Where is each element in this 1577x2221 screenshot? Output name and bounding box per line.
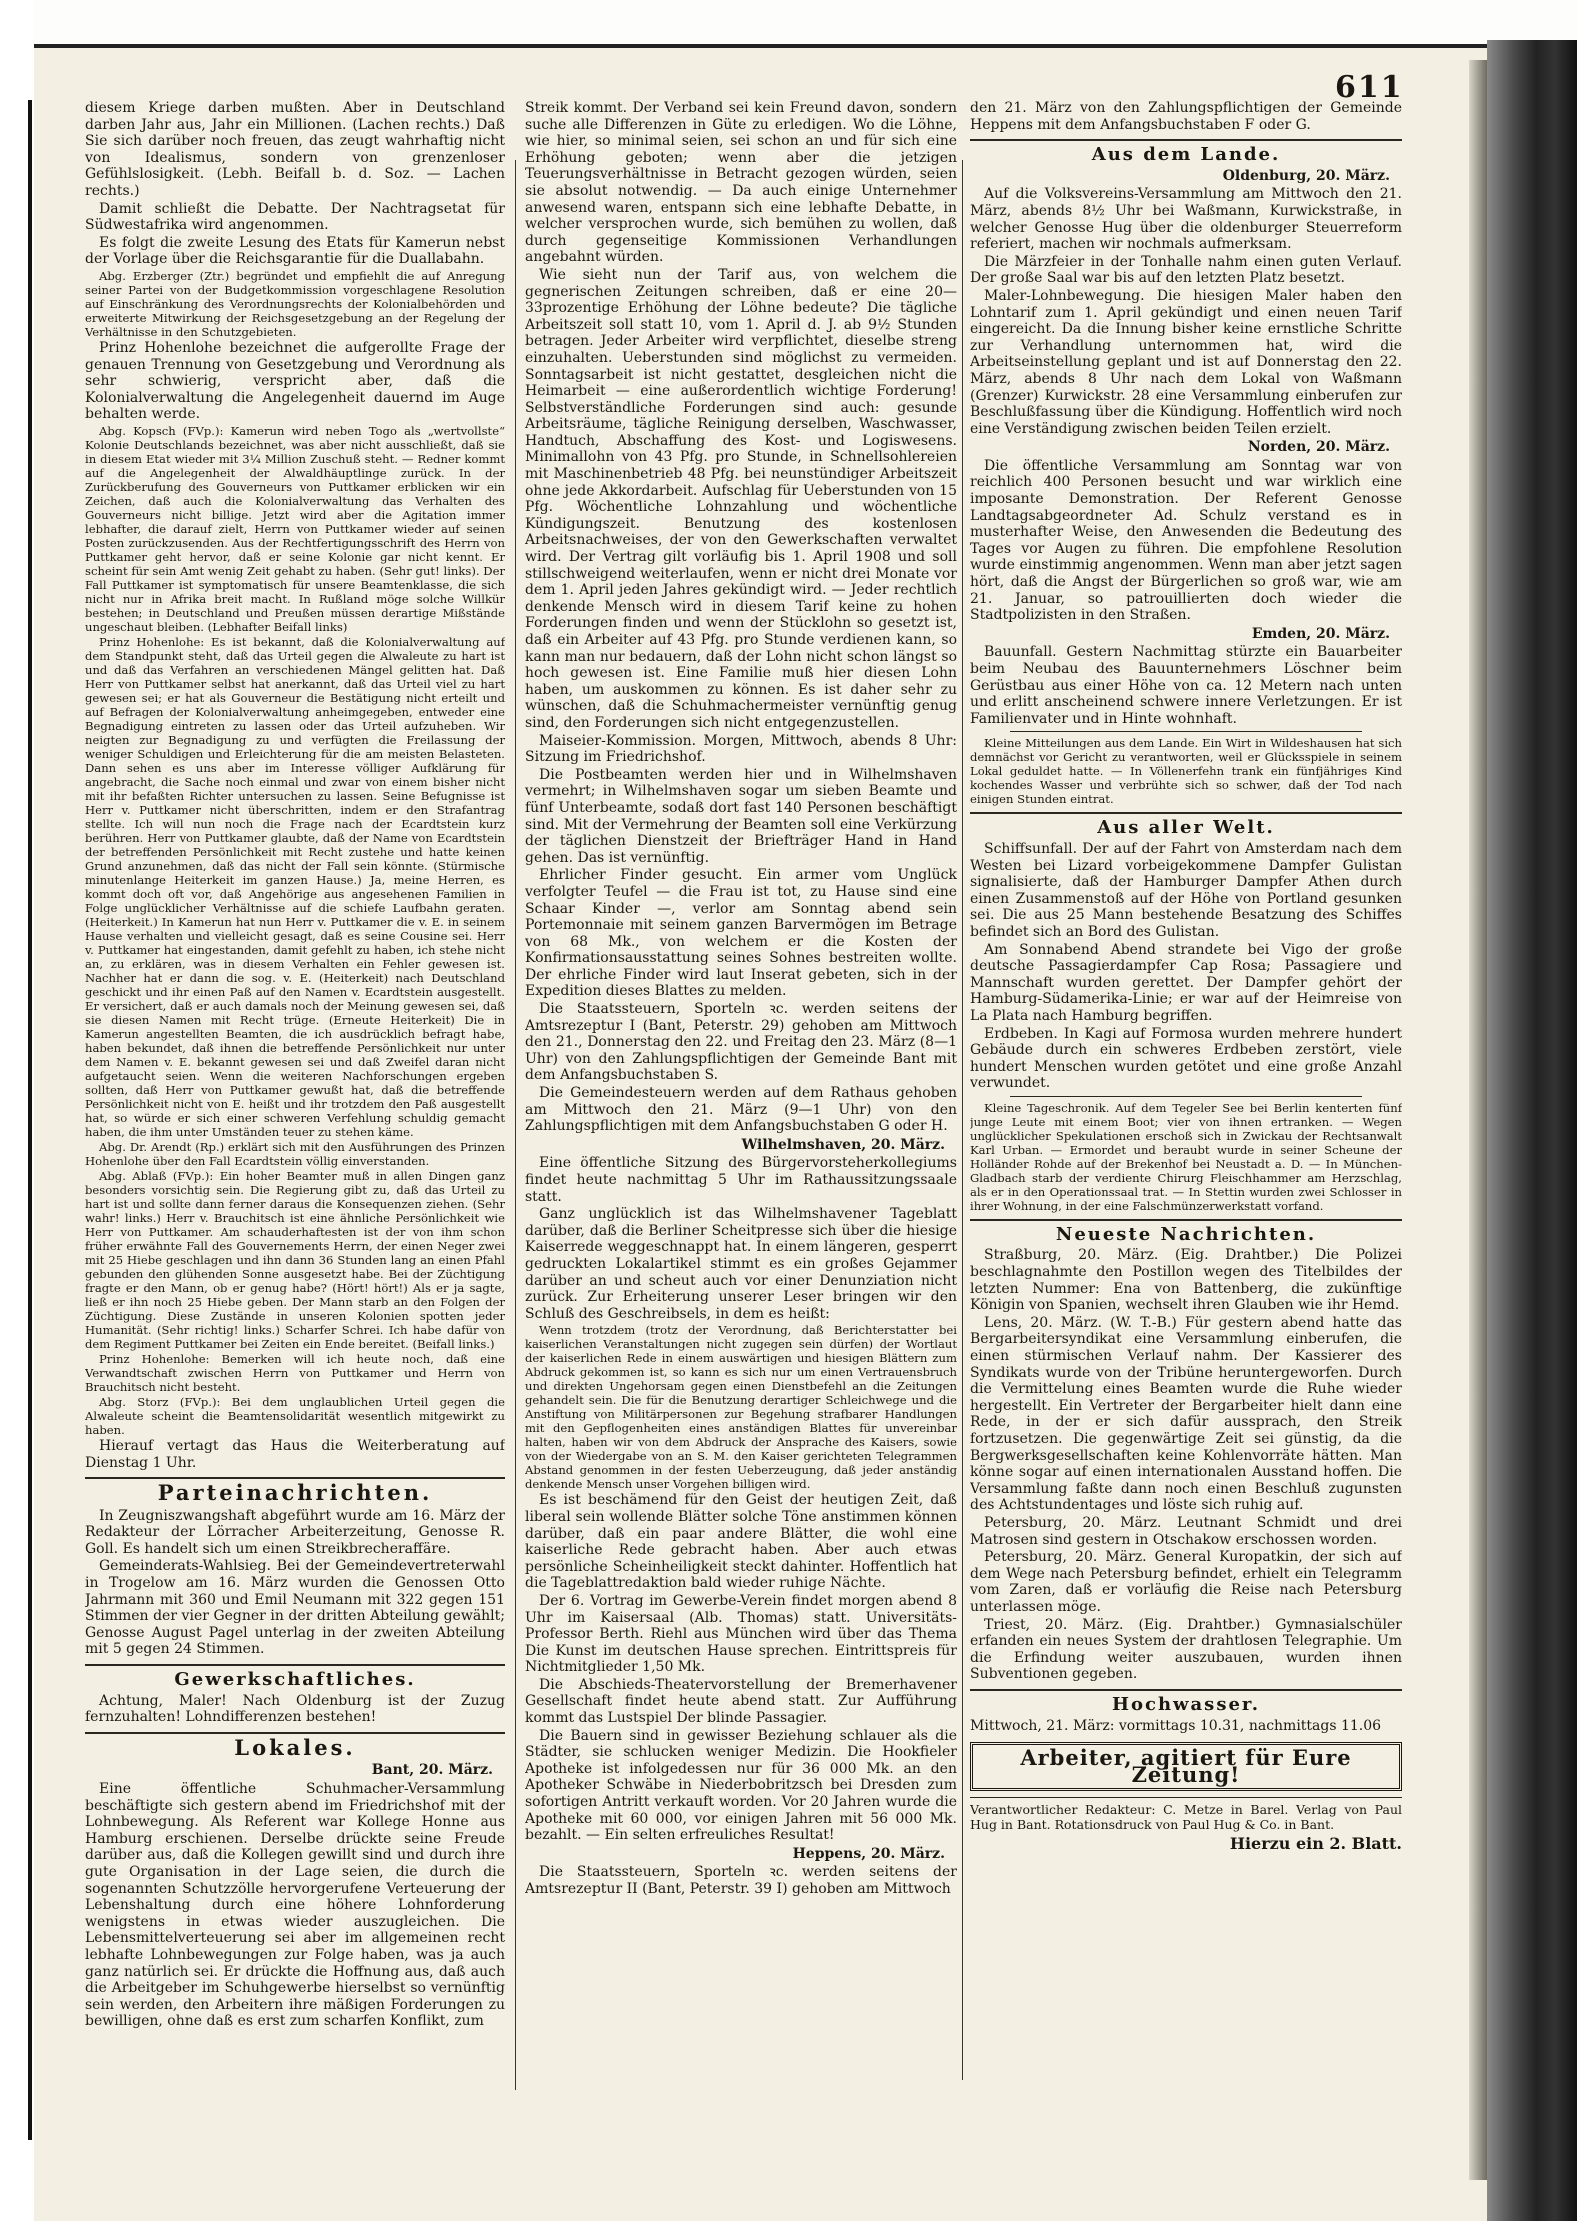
article-text: Erdbeben. In Kagi auf Formosa wurden mehrere hundert Gebäude durch ein schweres Erdbeben zerstört, viele hundert Menschen wurden getötet und eine große Anzahl verwundet.: [970, 1025, 1402, 1092]
article-text: Hierauf vertagt das Haus die Weiterberatung auf Dienstag 1 Uhr.: [85, 1437, 505, 1471]
article-text: Auf die Volksvereins-Versammlung am Mittwoch den 21. März, abends 8½ Uhr bei Waßmann, Kurwickstraße, in welcher Genosse Hug über die oldenburger Steuerreform referiert, machen wir nochmals aufmerksam.: [970, 186, 1402, 253]
article-text: Gemeinderats-Wahlsieg. Bei der Gemeindevertreterwahl in Trogelow am 16. März wurden die Genossen Otto Jahrmann mit 360 und Emil Neumann mit 322 gegen 151 Stimmen der vier Gegner in der dritten Abteilung gewählt; Genosse August Pagel unterlag in der zweiten Abteilung mit 5 gegen 24 Stimmen.: [85, 1558, 505, 1658]
section-heading-high-water: Hochwasser.: [1111, 1693, 1261, 1715]
scan-border-top: [34, 0, 1577, 48]
article-text: Bauunfall. Gestern Nachmittag stürzte ein Bauarbeiter beim Neubau des Bauunternehmers Löschner beim Gerüstbau aus einer Höhe von ca. 12 Metern nach unten und erlitt anscheinend schwere innere Verletzungen. Er ist Familienvater und in Hinte wohnhaft.: [970, 644, 1402, 727]
section-heading-trade-union: Gewerkschaftliches.: [174, 1669, 416, 1691]
article-text: Es ist beschämend für den Geist der heutigen Zeit, daß liberal sein wollende Blätter solche Töne anstimmen können darüber, daß ein paar andere Blätter, die wohl eine kaiserliche Rede gebracht haben. Aber auch etwas persönliche Scheinheiligkeit steckt dahinter. Hoffentlich hat die Tageblattredaktion bald wieder ruhige Nächte.: [525, 1492, 957, 1592]
article-text: Die öffentliche Versammlung am Sonntag war von reichlich 400 Personen besucht und war wirklich eine imposante Demonstration. Der Referent Genosse Landtagsabgeordneter Ad. Schulz verstand es in musterhafter Weise, den Anwesenden die Bedeutung des Tages vor Augen zu führen. Die empfohlene Resolution wurde einstimmig angenommen. Wenn man aber jetzt sagen hört, daß die Angst der Bürgerlichen so groß war, wie am 21. Januar, so patrouillierten doch wieder die Stadtpolizisten in den Straßen.: [970, 457, 1402, 624]
article-text: Straßburg, 20. März. (Eig. Drahtber.) Die Polizei beschlagnahmte den Postillon wegen des Titelbildes der letzten Nummer: Ena von Battenberg, die zukünftige Königin von Spanien, wechselt ihren Glauben wie ihr Hemd.: [970, 1247, 1402, 1314]
article-text: Die Bauern sind in gewisser Beziehung schlauer als die Städter, sie schlucken weniger Medizin. Die Hookfieler Apotheke ist infolgedessen nur für 36 000 Mk. an den Apotheker Schwäbe in Niederbobritzsch bei Dresden zum sofortigen Antritt verkauft worden. Vor 20 Jahren wurde die Apotheke mit 60 000, vor einigen Jahren mit 56 000 Mk. bezahlt. — Ein selten erfreuliches Resultat!: [525, 1727, 957, 1844]
article-text: Maler-Lohnbewegung. Die hiesigen Maler haben den Lohntarif zum 1. April gekündigt und einen neuen Tarif eingereicht. Da die Innung bisher keine ernstliche Schritte zur Verhandlung unternommen hat, wird die Arbeitseinstellung geplant und ist auf Donnerstag den 22. März, abends 8 Uhr nach dem Lokal von Waßmann (Grenzer) Kurwickstr. 28 eine Versammlung einberufen zur Beschlußfassung über die Kündigung. Hoffentlich wird noch eine Verständigung zwischen beiden Teilen erzielt.: [970, 287, 1402, 437]
article-text: Prinz Hohenlohe bezeichnet die aufgerollte Frage der genauen Trennung von Gesetzgebung und Verordnung als sehr schwierig, verspricht aber, daß die Kolonialverwaltung die Angelegenheit dauernd im Auge behalten werde.: [85, 339, 505, 423]
article-text: Ehrlicher Finder gesucht. Ein armer vom Unglück verfolgter Teufel — die Frau ist tot, zu Hause sind eine Schaar Kinder —, verlor am Sonntag abend sein Portemonnaie mit seinem ganzen Barvermögen im Betrage von 68 Mk., von welchem er die Kosten der Konfirmationsausstattung seines Sohnes bestreiten wollte. Der ehrliche Finder wird laut Inserat gebeten, sich in der Expedition dieses Blattes zu melden.: [525, 867, 957, 1000]
page-gutter-shadow: [1469, 60, 1487, 2180]
dateline: Bant, 20. März.: [371, 1762, 493, 1779]
article-text: Streik kommt. Der Verband sei kein Freund davon, sondern suche alle Differenzen in Güte zu erledigen. Wo die Löhne, wie hier, so minimal seien, sei schon an und für sich eine Erhöhung geboten; wenn aber die jetzigen Teuerungsverhältnisse in Betracht gezogen würden, seien sie absolut notwendig. — Da auch einige Unternehmer anwesend waren, entspann sich eine lebhafte Debatte, in welcher versprochen wurde, sich bemühen zu wollen, daß durch gegenseitige Kommissionen Verhandlungen angebahnt würden.: [525, 100, 957, 266]
section-heading-world: Aus aller Welt.: [1097, 817, 1275, 839]
section-heading-party-news: Parteinachrichten.: [157, 1480, 433, 1506]
article-text: Eine öffentliche Schuhmacher-Versammlung beschäftigte sich gestern abend im Friedrichshof mit der Lohnbewegung. Als Referent war Kollege Honne aus Hamburg erschienen. Derselbe drückte seine Freude darüber aus, daß die Kollegen gewillt sind und durch ihre gute Organisation in der Lage seien, die durch die sogenannten Schutzzölle hervorgerufene Verteuerung der Lebenshaltung durch eine höhere Lohnforderung wenigstens in etwas wieder auszugleichen. Die Lebensmittelverteuerung sei aber im allgemeinen recht lebhafte Lohnbewegungen zur Folge haben, was ja auch ganz natürlich sei. Er drückte die Hoffnung aus, daß auch die Arbeitgeber im Schuhgewerbe hierselbst so vernünftig sein werden, den Arbeitern ihre mäßigen Forderungen zu bewilligen, ohne daß es erst zum scharfen Konflikt, zum: [85, 1781, 505, 2030]
dateline: Emden, 20. März.: [1251, 625, 1390, 642]
article-text: Am Sonnabend Abend strandete bei Vigo der große deutsche Passagierdampfer Cap Rosa; Passagiere und Mannschaft wurden gerettet. Der Dampfer gehört der Hamburg-Südamerika-Linie; er war auf der Heimreise von La Plata nach Hamburg begriffen.: [970, 941, 1402, 1024]
section-divider: [85, 1664, 505, 1666]
article-text: Abg. Ablaß (FVp.): Ein hoher Beamter muß in allen Dingen ganz besonders vorsichtig sein. Die Regierung gibt zu, daß das Urteil zu hart ist und sollte dann ferner daraus die Konsequenzen ziehen. (Sehr wahr! links.) Herr v. Brauchitsch ist eine ähnliche Persönlichkeit wie Herr von Puttkamer. Am schauderhaftesten ist der von ihm schon früher erwähnte Fall des Gouvernements Herrn, der einen Neger zwei mit 25 Hiebe geschlagen und ihn dann 36 Stunden lang an einen Pfahl gebunden den glühenden Sonne ausgesetzt habe. Bei der Züchtigung fragte er den Mann, ob er genug habe? (Hört! hört!) Als er ja sagte, ließ er ihn noch 25 Hiebe geben. Der Mann starb an den Folgen der Züchtigung. Diese Zustände in unseren Kolonien spotten jeder Humanität. (Sehr richtig! links.) Scharfer Schrei. Ich habe dafür von dem Regiment Puttkamer bei Zeiten ein Ende bereitet. (Beifall links.): [85, 1168, 505, 1351]
section-divider: [970, 139, 1402, 141]
article-text: Die Märzfeier in der Tonhalle nahm einen guten Verlauf. Der große Saal war bis auf den letzten Platz besetzt.: [970, 253, 1402, 287]
dateline: Wilhelmshaven, 20. März.: [741, 1136, 945, 1153]
section-heading-latest: Neueste Nachrichten.: [1055, 1223, 1317, 1245]
divider: [1010, 1096, 1362, 1097]
scan-border-left: [0, 0, 34, 2221]
section-divider: [85, 1732, 505, 1734]
article-text: Damit schließt die Debatte. Der Nachtragsetat für Südwestafrika wird angenommen.: [85, 200, 505, 234]
article-text: Ganz unglücklich ist das Wilhelmshavener Tageblatt darüber, daß die Berliner Scheitpresse sich über die hiesige Kaiserrede weggeschnappt hat. In einem längeren, gesperrt gedruckten Lokalartikel stimmt es ein großes Gejammer darüber an und scheut auch vor einer Denunziation nicht zurück. Zur Erheiterung unserer Leser bringen wir den Schluß des Geschreibsels, in dem es heißt:: [525, 1206, 957, 1322]
article-text: Lens, 20. März. (W. T.-B.) Für gestern abend hatte das Bergarbeitersyndikat eine Versammlung einberufen, die einen stürmischen Verlauf nahm. Der Kassierer des Syndikats wurde von der Tribüne heruntergeworfen. Durch die Vermittelung eines Beamten wurde die Ruhe wieder hergestellt. Ein Vertreter der Bergarbeiter hielt dann eine Rede, in der er sich dafür aussprach, den Streik fortzusetzen. Die gegenwärtige Zeit sei günstig, da die Bergwerksgesellschaften keine Kohlenvorräte hätten. Man könne sogar auf einen internationalen Ausstand hoffen. Die Versammlung faßte dann noch einen Beschluß zugunsten des Achtstundentages und löste sich ruhig auf.: [970, 1314, 1402, 1514]
supplement-note: Hierzu ein 2. Blatt.: [1229, 1834, 1402, 1854]
article-text: Maiseier-Kommission. Morgen, Mittwoch, abends 8 Uhr: Sitzung im Friedrichshof.: [525, 732, 957, 766]
column-right: [970, 100, 1402, 2180]
article-text: Abg. Erzberger (Ztr.) begründet und empfiehlt die auf Anregung seiner Partei von der Budgetkommission vorgeschlagene Resolution auf Einschränkung des Verordnungsrechts der Kolonialbehörden und erweiterte Mitwirkung der Reichsgesetzgebung an der Regelung der Verhältnisse in den Schutzgebieten.: [85, 268, 505, 339]
agitation-banner: Arbeiter, agitiert für Eure Zeitung!: [970, 1742, 1402, 1791]
dateline: Oldenburg, 20. März.: [1222, 167, 1390, 184]
article-text: Kleine Tageschronik. Auf dem Tegeler See bei Berlin kenterten fünf junge Leute mit einem Boot; vier von ihnen ertranken. — Wegen unglücklicher Spekulationen erschoß sich in Zwickau der Rechtsanwalt Karl Urban. — Ermordet und beraubt wurde in seiner Scheune der Holländer Rohde auf der Brekenhof bei Neustadt a. D. — In München-Gladbach starb der verdiente Chirurg Fleischhammer am Herzschlag, als er in den Operationssaal trat. — In Stettin wurden zwei Schlosser in ihrer Wohnung, in der eine Falschmünzerwerkstatt vorfand.: [970, 1100, 1402, 1213]
article-text: diesem Kriege darben mußten. Aber in Deutschland darben Jahr aus, Jahr ein Millionen. (Lachen rechts.) Daß Sie sich darüber noch freuen, das zeugt wahrhaftig nicht von Idealismus, sondern von grenzenloser Gefühlslosigkeit. (Lebh. Beifall b. d. Soz. — Lachen rechts.): [85, 100, 505, 199]
article-text: Die Staatssteuern, Sporteln ꝛc. werden seitens der Amtsrezeptur I (Bant, Peterstr. 29) gehoben am Mittwoch den 21., Donnerstag den 22. und Freitag den 23. März (8—1 Uhr) von den Zahlungspflichtigen der Gemeinde Bant mit dem Anfangsbuchstaben S.: [525, 1001, 957, 1084]
article-text: Die Abschieds-Theatervorstellung der Bremerhavener Gesellschaft findet heute abend statt. Zur Aufführung kommt das Lustspiel Der blinde Passagier.: [525, 1676, 957, 1727]
section-divider: [85, 1477, 505, 1479]
dateline: Heppens, 20. März.: [792, 1845, 945, 1862]
article-text: Kleine Mitteilungen aus dem Lande. Ein Wirt in Wildeshausen hat sich demnächst vor Gericht zu verantworten, weil er Glücksspiele in seinem Lokal geduldet hatte. — In Völlenerfehn trank ein fünfjähriges Kind kochendes Wasser und verbrühte sich so schwer, daß der Tod nach einigen Stunden eintrat.: [970, 736, 1402, 807]
book-binding: [1487, 40, 1577, 2221]
article-text: Wie sieht nun der Tarif aus, von welchem die gegnerischen Zeitungen schreiben, daß er eine 20—33prozentige Erhöhung der Löhne bedeute? Die tägliche Arbeitszeit soll statt 10, vom 1. April d. J. ab 9½ Stunden betragen. Jeder Arbeiter wird verpflichtet, dieselbe streng einzuhalten. Ueberstunden sind möglichst zu vermeiden. Sonntagsarbeit ist nicht gestattet, desgleichen nicht die Heimarbeit — eine außerordentlich wichtige Forderung! Selbstverständliche Forderungen sind auch: gesunde Arbeitsräume, tägliche Reinigung derselben, Waschwasser, Handtuch, Abschaffung des Kost- und Logiswesens. Minimallohn von 43 Pfg. pro Stunde, in Schnellsohlereien mit Maschinenbetrieb 48 Pfg. bei neunstündiger Arbeitszeit ohne jede Akkordarbeit. Aufschlag für Ueberstunden von 15 Pfg. Wöchentliche Lohnzahlung und wöchentliche Kündigungszeit. Benutzung des kostenlosen Arbeitsnachweises, der von den Gewerkschaften verwaltet wird. Der Vertrag gilt vorläufig bis 1. April 1908 und soll stillschweigend weiterlaufen, wenn er nicht drei Monate vor dem 1. April jeden Jahres gekündigt wird. — Jeder rechtlich denkende Mensch wird in diesem Tarif keine zu hohen Forderungen finden und wenn der Stücklohn so gesetzt ist, daß ein Arbeiter auf 43 Pfg. pro Stunde verdienen kann, so kann man nur bedauern, daß der Lohn nicht schon längst so hoch gewesen ist. Eine Familie muß hier diesen Lohn haben, um auskommen zu können. Es ist daher sehr zu wünschen, daß die Schuhmachermeister vernünftig genug sind, den Forderungen sich nicht entgegenzustellen.: [525, 266, 957, 731]
page-number: 611: [1335, 70, 1404, 105]
column-rule-2: [962, 160, 963, 2080]
section-divider: [970, 1219, 1402, 1221]
article-text: Die Staatssteuern, Sporteln ꝛc. werden seitens der Amtsrezeptur II (Bant, Peterstr. 39 I) gehoben am Mittwoch: [525, 1864, 957, 1897]
article-text: Die Postbeamten werden hier und in Wilhelmshaven vermehrt; in Wilhelmshaven sogar um sieben Beamte und fünf Unterbeamte, sodaß dort fast 140 Personen beschäftigt sind. Mit der Vermehrung der Beamten soll eine Verkürzung der täglichen Dienstzeit der Briefträger Hand in Hand gehen. Das ist vernünftig.: [525, 766, 957, 866]
section-heading-local: Lokales.: [234, 1734, 356, 1760]
article-text: Prinz Hohenlohe: Bemerken will ich heute noch, daß eine Verwandtschaft zwischen Herrn von Puttkamer und Herrn von Brauchitsch nicht besteht.: [85, 1351, 505, 1394]
section-divider: [970, 1689, 1402, 1691]
article-text: Petersburg, 20. März. Leutnant Schmidt und drei Matrosen sind gestern in Otschakow erschossen worden.: [970, 1514, 1402, 1548]
article-text: Triest, 20. März. (Eig. Drahtber.) Gymnasialschüler erfanden ein neues System der drahtlosen Telegraphie. Um die Erfindung weiter auszubauen, wurden ihnen Subventionen gegeben.: [970, 1616, 1402, 1683]
section-heading-region: Aus dem Lande.: [1091, 144, 1281, 166]
divider: [1010, 731, 1362, 732]
article-text: den 21. März von den Zahlungspflichtigen der Gemeinde Heppens mit dem Anfangsbuchstaben F oder G.: [970, 100, 1402, 133]
article-text: Die Gemeindesteuern werden auf dem Rathaus gehoben am Mittwoch den 21. März (9—1 Uhr) von den Zahlungspflichtigen mit dem Anfangsbuchstaben G oder H.: [525, 1085, 957, 1135]
column-left: [85, 100, 505, 2080]
article-text: Petersburg, 20. März. General Kuropatkin, der sich auf dem Wege nach Petersburg befindet, erhielt ein Telegramm vom Zaren, daß er vorläufig die Reise nach Petersburg unterlassen möge.: [970, 1549, 1402, 1615]
section-divider: [970, 812, 1402, 814]
article-text: Abg. Kopsch (FVp.): Kamerun wird neben Togo als „wertvollste“ Kolonie Deutschlands bezeichnet, was aber nicht ausschließt, daß sie in diesem Etat wieder mit 3¼ Million Zuschuß steht. — Redner kommt auf die Angelegenheit der Alwaldhäuptlinge zurück. In der Zurückberufung des Gouverneurs von Puttkamer erblicken wir ein Zeichen, daß auch die Kolonialverwaltung das Verhalten des Gouverneurs nicht billige. Jetzt wird aber die Agitation immer lebhafter, die darauf zielt, Herrn von Puttkamer wieder auf seinen Posten zurückzusenden. Aus der Rechtfertigungsschrift des Herrn von Puttkamer geht hervor, daß er seine Kolonie gar nicht kennt. Er scheint für sein Amt wenig Zeit gehabt zu haben. (Sehr gut! links). Der Fall Puttkamer ist symptomatisch für unsere Beamtenklasse, die sich nicht nur in Afrika breit macht. In Rußland möge solche Willkür bestehen; in Deutschland und Preußen müssen derartige Mißstände ungeschaut bleiben. (Lebhafter Beifall links): [85, 423, 505, 634]
imprint: Verantwortlicher Redakteur: C. Metze in Barel. Verlag von Paul Hug in Bant. Rotationsdruck von Paul Hug & Co. in Bant.: [970, 1797, 1402, 1832]
article-text: Abg. Dr. Arendt (Rp.) erklärt sich mit den Ausführungen des Prinzen Hohenlohe über den Fall Ecardtstein völlig einverstanden.: [85, 1139, 505, 1168]
article-text: Schiffsunfall. Der auf der Fahrt von Amsterdam nach dem Westen bei Lizard vorbeigekommene Dampfer Gulistan signalisierte, daß der Hamburger Dampfer Athen durch einen Zusammenstoß auf der Höhe von Portland gesunken sei. Die aus 25 Mann bestehende Besatzung des Schiffes befindet sich an Bord des Gulistan.: [970, 840, 1402, 940]
article-text: Eine öffentliche Sitzung des Bürgervorsteherkollegiums findet heute nachmittag 5 Uhr im Rathaussitzungssaale statt.: [525, 1155, 957, 1205]
article-text: Der 6. Vortrag im Gewerbe-Verein findet morgen abend 8 Uhr im Kaisersaal (Alb. Thomas) statt. Universitäts-Professor Berth. Riehl aus München wird über das Thema Die Kunst im deutschen Hause sprechen. Eintrittspreis für Nichtmitglieder 1,50 Mk.: [525, 1592, 957, 1676]
article-text: Es folgt die zweite Lesung des Etats für Kamerun nebst der Vorlage über die Reichsgarantie für die Duallabahn.: [85, 234, 505, 268]
quoted-text: Wenn trotzdem (trotz der Verordnung, daß Berichterstatter bei kaiserlichen Veranstaltungen nicht zugegen sein dürfen) der Wortlaut der kaiserlichen Rede in einem auswärtigen und hiesigen Blättern zum Abdruck gekommen ist, so kann es sich nur um einen Vertrauensbruch und direkten Ungehorsam gegen einen Dienstbefehl an die Zeitungen gehandelt sein. Die für die Benutzung derartiger Schleichwege und die Anstiftung von Militärpersonen zur Begehung strafbarer Handlungen mit den Gepflogenheiten eines anständigen Blattes für unvereinbar halten, haben wir von dem Abdruck der Ansprache des Kaisers, sowie von der Wiedergabe von an S. M. den Kaiser gerichteten Telegrammen Abstand genommen in der festen Ueberzeugung, daß jeder anständig denkende Mensch unser Vorgehen billigen wird.: [525, 1323, 957, 1492]
article-text: Abg. Storz (FVp.): Bei dem unglaublichen Urteil gegen die Alwaleute scheint die Beamtensolidarität wesentlich mitgewirkt zu haben.: [85, 1394, 505, 1437]
column-rule-1: [515, 160, 516, 2090]
article-text: In Zeugniszwangshaft abgeführt wurde am 16. März der Redakteur der Lörracher Arbeiterzeitung, Genosse R. Goll. Es handelt sich um einen Streikbrecheraffäre.: [85, 1507, 505, 1557]
column-middle: [525, 100, 957, 2140]
article-text: Prinz Hohenlohe: Es ist bekannt, daß die Kolonialverwaltung auf dem Standpunkt steht, daß das Urteil gegen die Alwaleute zu hart ist und daß das Verfahren an verschiedenen Mängel gelitten hat. Daß Herr von Puttkamer selbst hat anerkannt, daß das Urteil viel zu hart gewesen sei; er hat als Gouverneur die Bestätigung nicht erteilt und auf Befragen der Kolonialverwaltung anheimgegeben, entweder eine Begnadigung eintreten zu lassen oder das Urteil aufzuheben. Wir neigten zur Begnadigung zu und verfügten die Freilassung der weniger Schuldigen und Erleichterung für die am meisten Belasteten. Dann sehen es uns aber im Interesse völliger Aufklärung für angebracht, die Sache noch einmal und zwar von einem bisher nicht mit ihr befaßten Richter untersuchen zu lassen. Seine Befugnisse ist Herr v. Puttkamer nicht überschritten, indem er den Strafantrag stellte. Ich will nun noch die Frage nach der Ecardtstein kurz berühren. Herr von Puttkamer glaubte, daß der Name von Ecardtstein der betreffenden Persönlichkeit mit Recht zustehe und hatte keinen Grund anzunehmen, daß das nicht der Fall sein könnte. (Stürmische minutenlange Heiterkeit im ganzen Hause.) Ja, meine Herren, es kommt doch oft vor, daß Angehörige aus angesehenen Familien in Folge unglücklicher Verhältnisse auf die schiefe Laufbahn geraten. (Heiterkeit.) In Kamerun hat nun Herr v. Puttkamer die v. E. in seinem Hause verhalten und vielleicht gesagt, daß es seine Cousine sei. Herr v. Puttkamer hat eingestanden, damit gefehlt zu haben, ich stehe nicht an, zu erklären, was in diesem Verhalten ein Fehler gewesen ist. Nachher hat er dann die sog. v. E. (Heiterkeit) nach Deutschland geschickt und ihr einen Paß auf den Namen v. Ecardtstein ausgestellt. Er versichert, daß er auch damals noch der Meinung gewesen sei, daß sie diesen Namen mit Recht trüge. (Erneute Heiterkeit) Die in Kamerun angestellten Beamten, die ich ausdrücklich befragt habe, haben bekundet, daß ihnen die betreffende Persönlichkeit nur unter dem Namen v. E. bekannt gewesen sei und daß Zweifel daran nicht aufgetaucht seien. Wenn die weiteren Nachforschungen ergeben sollten, daß Herr von Puttkamer gewußt hat, daß die betreffende Persönlichkeit nicht von E. heißt und ihr trotzdem den Paß ausgestellt hat, so würde er sich einer schweren Verfehlung schuldig gemacht haben, die ihm unter Umständen teuer zu stehen käme.: [85, 634, 505, 1139]
dateline: Norden, 20. März.: [1247, 439, 1390, 456]
tide-times: Mittwoch, 21. März: vormittags 10.31, nachmittags 11.06: [970, 1717, 1382, 1734]
article-text: Achtung, Maler! Nach Oldenburg ist der Zuzug fernzuhalten! Lohndifferenzen bestehen!: [85, 1692, 505, 1726]
